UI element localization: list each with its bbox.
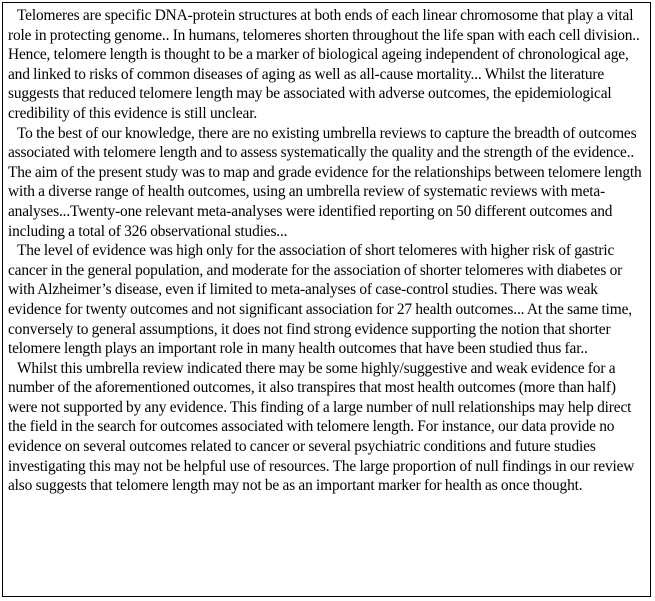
paragraph-study-aim: To the best of our knowledge, there are no existing umbrella reviews to capture the breadth of outcomes associated with telomere length and to assess systematically the quality and the strength of the evidence.. The aim of the present study was to map and grade evidence for the relationships between telomere length with a diverse range of health outcomes, using an umbrella review of systematic reviews with meta-analyses...Twenty-one relevant meta-analyses were identified reporting on 50 different outcomes and including a total of 326 observational studies... [8, 124, 642, 240]
text-box [2, 2, 651, 597]
paragraph-telomere-background: Telomeres are specific DNA-protein structures at both ends of each linear chromosome that play a vital role in protecting genome.. In humans, telomeres shorten throughout the life span with each cell division.. Hence, telomere length is thought to be a marker of biological ageing independent of chronological age, and linked to risks of common diseases of aging as well as all-cause mortality... Whilst the literature suggests that reduced telomere length may be associated with adverse outcomes, the epidemiological credibility of this evidence is still unclear. [8, 7, 640, 122]
paragraph-conclusion: Whilst this umbrella review indicated there may be some highly/suggestive and weak evidence for a number of the aforementioned outcomes, it also transpires that most health outcomes (more than half) were not supported by any evidence. This finding of a large number of null relationships may help direct the field in the search for outcomes associated with telomere length. For instance, our data provide no evidence on several outcomes related to cancer or several psychiatric conditions and future studies investigating this may not be helpful use of resources. The large proportion of null findings in our review also suggests that telomere length may not be as an important marker for health as once thought. [8, 359, 635, 495]
paragraph-evidence-level: The level of evidence was high only for the association of short telomeres with higher risk of gastric cancer in the general population, and moderate for the association of shorter telomeres with diabetes or with Alzheimer’s disease, even if limited to meta-analyses of case-control studies. There was weak evidence for twenty outcomes and not significant association for 27 health outcomes... At the same time, conversely to general assumptions, it does not find strong evidence supporting the notion that shorter telomere length plays an important role in many health outcomes that have been studied thus far.. [8, 242, 632, 358]
